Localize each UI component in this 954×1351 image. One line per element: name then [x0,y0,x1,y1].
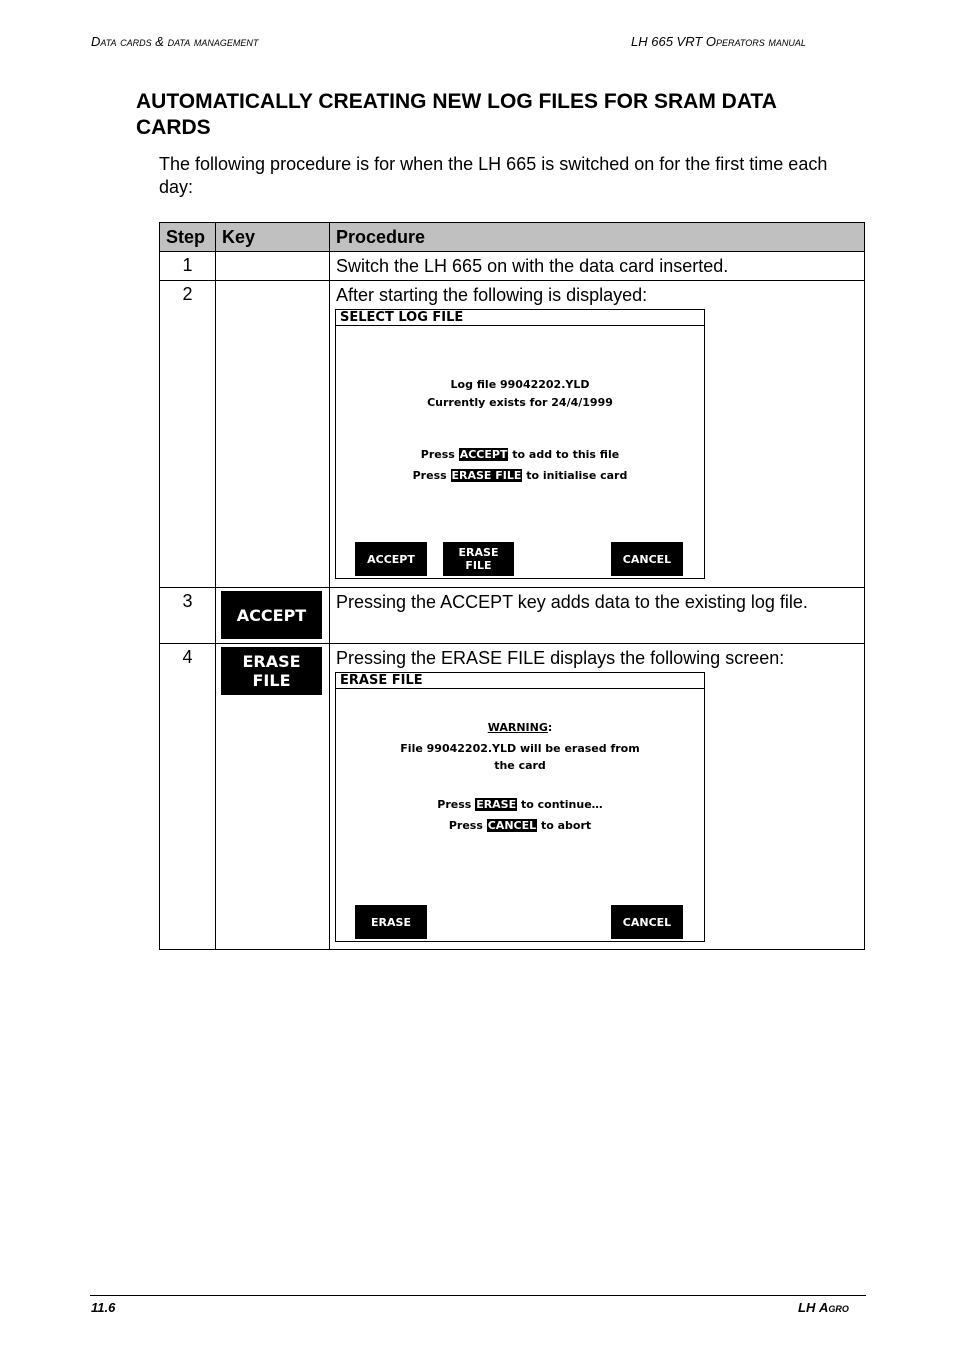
key-cell [216,644,330,950]
page-number: 11.6 [91,1300,116,1315]
erase-file-screen [335,672,705,942]
warning-line: WARNING: [487,721,553,734]
press-erase-line: Press ERASE to continue… [437,798,603,811]
log-file-line: Log file 99042202.YLD [450,378,590,391]
running-header-right: LH 665 VRT Operators manual [631,34,806,49]
screen-title: SELECT LOG FILE [336,310,704,326]
procedure-cell: Pressing the ERASE FILE displays the following screen: ERASE FILE WARNING: File 99042202.YLD will be erased from the card Press ERASE to continue… Press CANCEL to abort ERASE CANCEL [330,644,865,950]
header-step: Step [160,223,216,252]
erase-file-key[interactable]: ERASE FILE [221,647,322,695]
step-number: 3 [160,588,216,644]
exists-line: Currently exists for 24/4/1999 [427,396,613,409]
step-number: 1 [160,252,216,281]
press-cancel-line: Press CANCEL to abort [448,819,592,832]
table-row [160,281,865,588]
section-title: AUTOMATICALLY CREATING NEW LOG FILES FOR SRAM DATA CARDS [136,90,777,139]
table-row [160,252,865,281]
key-cell [216,281,330,588]
intro-paragraph: The following procedure is for when the LH 665 is switched on for the first time each day: [159,154,828,197]
accept-highlight: ACCEPT [459,448,508,461]
step-number: 4 [160,644,216,950]
accept-key[interactable]: ACCEPT [221,591,322,639]
erase-button[interactable]: ERASE [355,905,427,939]
press-accept-line: Press ACCEPT to add to this file [420,448,620,461]
procedure-cell: After starting the following is displayed: SELECT LOG FILE Log file 99042202.YLD Currently exists for 24/4/1999 Press ACCEPT to add to this file Press ERASE FILE to initialise card ACCEPT ERASE FILE CANCEL [330,281,865,588]
table-header-row [160,223,865,252]
footer-rule [90,1295,866,1296]
key-cell [216,252,330,281]
procedure-table [159,222,865,950]
cancel-button[interactable]: CANCEL [611,905,683,939]
footer-brand: LH Agro [798,1300,849,1315]
select-log-file-screen [335,309,705,579]
header-key: Key [216,223,330,252]
screen-title: ERASE FILE [336,673,704,689]
step-number: 2 [160,281,216,588]
procedure-cell: Switch the LH 665 on with the data card inserted. [330,252,865,281]
key-cell [216,588,330,644]
procedure-cell: Pressing the ACCEPT key adds data to the existing log file. [330,588,865,644]
running-header-left: Data cards & data management [91,34,259,49]
erase-notice-line-2: the card [494,759,546,772]
header-procedure: Procedure [330,223,865,252]
erase-file-highlight: ERASE FILE [451,469,522,482]
erase-highlight: ERASE [476,798,517,811]
erase-file-button[interactable]: ERASE FILE [443,542,514,576]
press-erase-line: Press ERASE FILE to initialise card [412,469,628,482]
cancel-highlight: CANCEL [487,819,537,832]
accept-button[interactable]: ACCEPT [355,542,427,576]
table-row [160,588,865,644]
table-row [160,644,865,950]
erase-notice-line: File 99042202.YLD will be erased from [400,742,640,755]
cancel-button[interactable]: CANCEL [611,542,683,576]
